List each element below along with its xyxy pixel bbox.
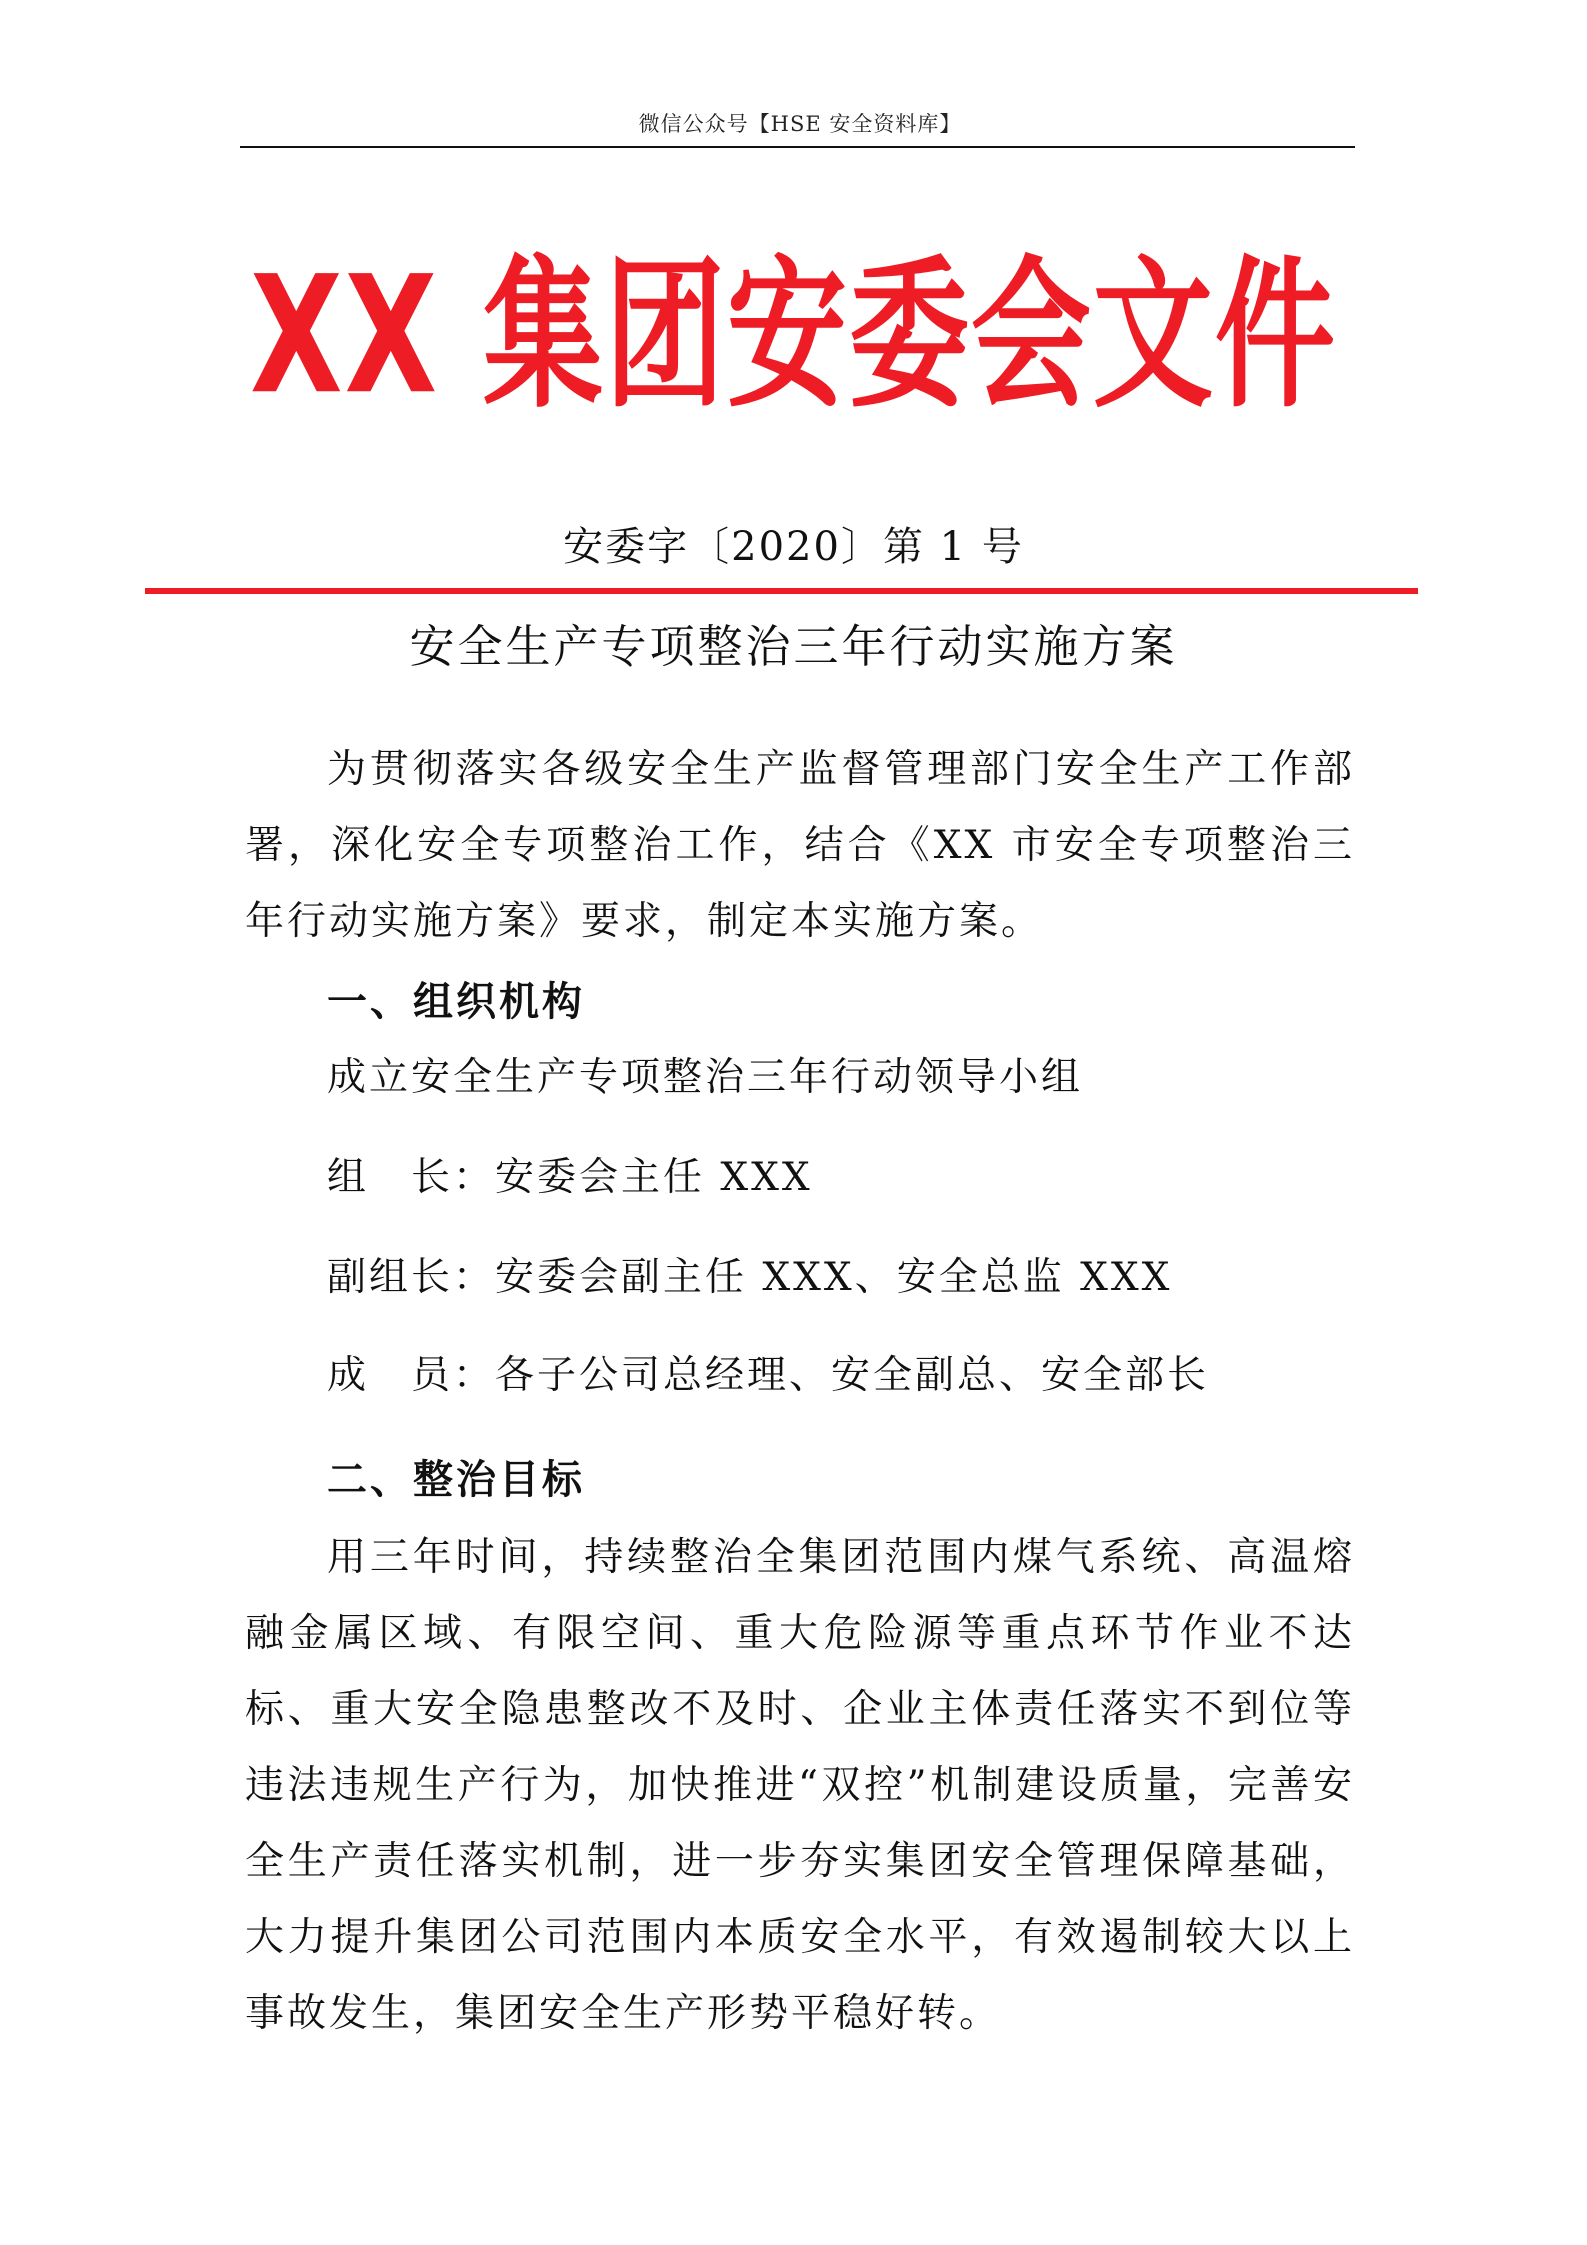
section1-deputy: 副组长：安委会副主任 XXX、安全总监 XXX	[327, 1255, 1173, 1300]
page-header: 微信公众号【HSE 安全资料库】	[638, 112, 962, 136]
section1-leader: 组 长：安委会主任 XXX	[327, 1155, 813, 1200]
section2-block	[245, 1520, 1355, 2052]
section2-heading: 二、整治目标	[327, 1456, 585, 1503]
section2-paragraph: 用三年时间，持续整治全集团范围内煤气系统、高温熔融金属区域、有限空间、重大危险源等重点环节作业不达标、重大安全隐患整改不及时、企业主体责任落实不到位等违法违规生产行为，加快推进“双控”机制建设质量，完善安全生产责任落实机制，进一步夯实集团安全管理保障基础，大力提升集团公司范围内本质安全水平，有效遏制较大以上事故发生，集团安全生产形势平稳好转。	[245, 1535, 1355, 2036]
plan-title: 安全生产专项整治三年行动实施方案	[409, 620, 1178, 673]
intro-block	[245, 732, 1355, 960]
section1-group-line: 成立安全生产专项整治三年行动领导小组	[327, 1055, 1084, 1100]
document-number: 安委字〔2020〕第 1 号	[563, 524, 1024, 570]
red-divider	[145, 588, 1418, 594]
intro-paragraph: 为贯彻落实各级安全生产监督管理部门安全生产工作部署，深化安全专项整治工作，结合《XX 市安全专项整治三年行动实施方案》要求，制定本实施方案。	[245, 747, 1355, 944]
section1-members: 成 员：各子公司总经理、安全副总、安全部长	[327, 1353, 1210, 1398]
document-org-title: XX 集团安委会文件	[250, 242, 1337, 431]
header-divider	[240, 146, 1355, 148]
section1-heading: 一、组织机构	[327, 978, 585, 1025]
